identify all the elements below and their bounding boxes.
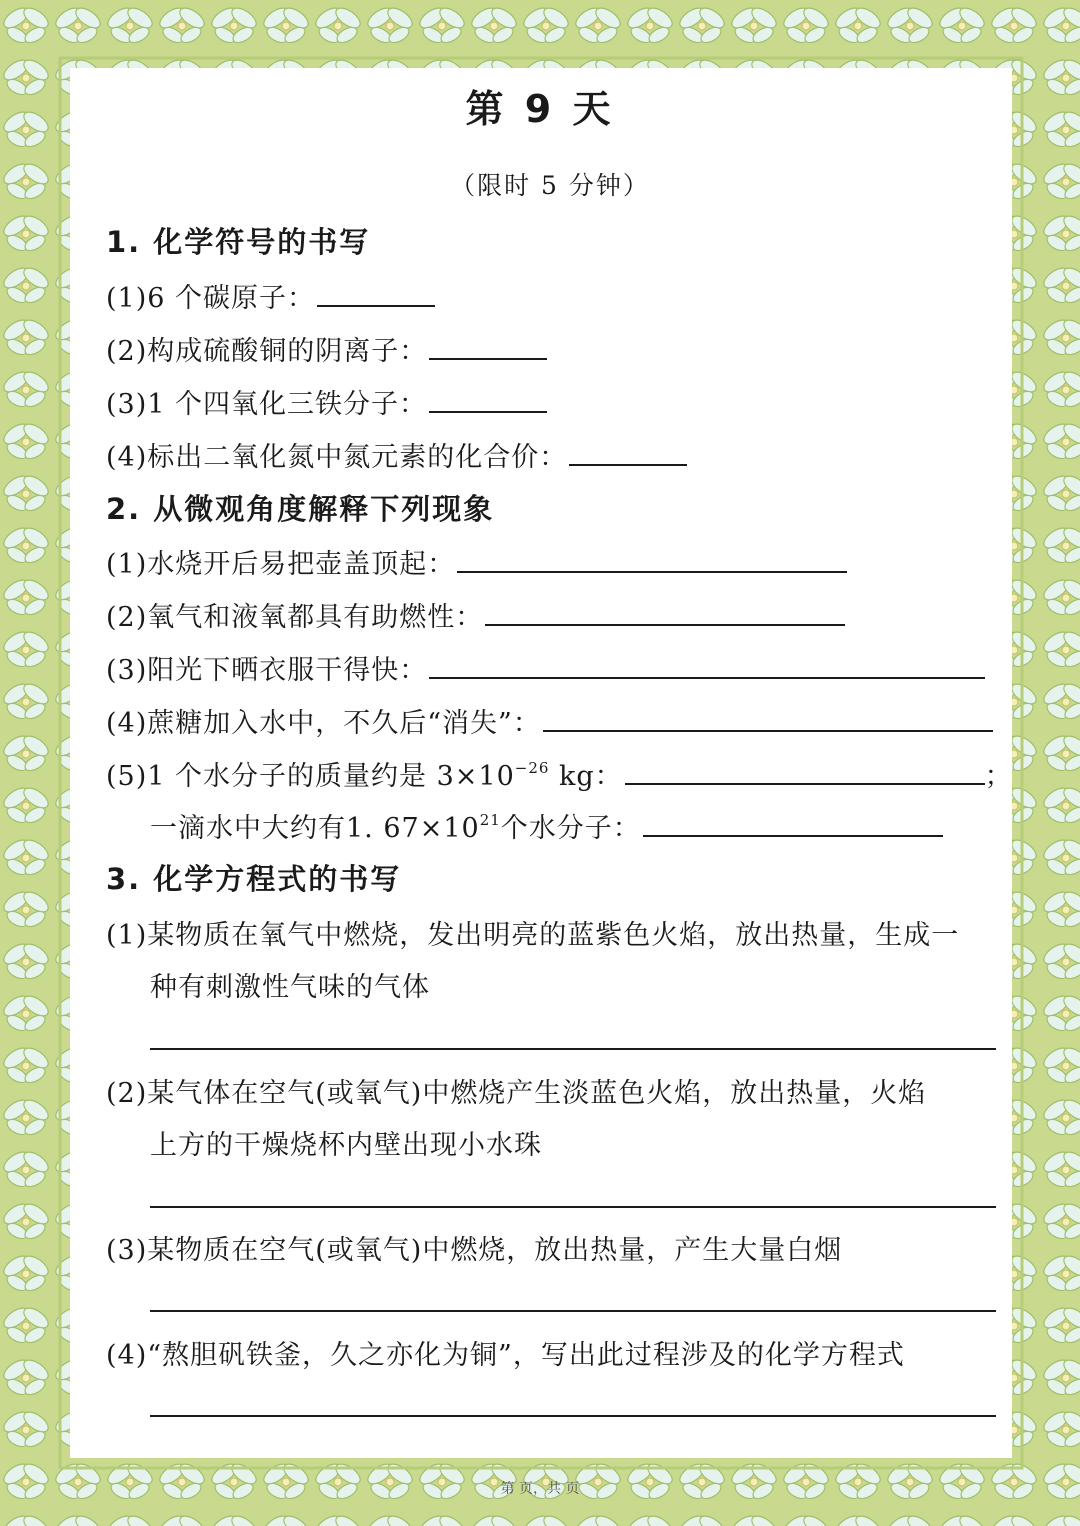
answer-blank[interactable] xyxy=(317,281,435,307)
time-limit: （限时 5 分钟） xyxy=(450,171,650,200)
question-3-1: (1)某物质在氧气中燃烧，发出明亮的蓝紫色火焰，放出热量，生成一 xyxy=(106,920,960,951)
page-footer: 第 页，共 页 xyxy=(500,1481,580,1497)
answer-blank[interactable] xyxy=(485,600,845,626)
page-title: 第 9 天 xyxy=(465,87,615,131)
question-2-4: (4)蔗糖加入水中，不久后“消失”： xyxy=(106,701,993,740)
question-3-4: (4)“熬胆矾铁釜，久之亦化为铜”，写出此过程涉及的化学方程式 xyxy=(106,1340,905,1371)
question-3-3: (3)某物质在空气(或氧气)中燃烧，放出热量，产生大量白烟 xyxy=(106,1235,843,1266)
answer-blank[interactable] xyxy=(457,547,847,573)
question-1-4: (4)标出二氧化氮中氮元素的化合价： xyxy=(106,435,687,474)
question-2-1: (1)水烧开后易把壶盖顶起： xyxy=(106,542,847,581)
answer-blank[interactable] xyxy=(643,811,943,837)
answer-blank[interactable] xyxy=(429,387,547,413)
question-3-2-cont: 上方的干燥烧杯内壁出现小水珠 xyxy=(150,1130,542,1161)
section-3-heading: 3. 化学方程式的书写 xyxy=(106,862,402,896)
answer-blank[interactable] xyxy=(543,706,993,732)
answer-line[interactable] xyxy=(150,1206,996,1208)
question-2-2: (2)氧气和液氧都具有助燃性： xyxy=(106,595,845,634)
answer-blank[interactable] xyxy=(429,653,985,679)
answer-line[interactable] xyxy=(150,1415,996,1417)
answer-blank[interactable] xyxy=(429,334,547,360)
answer-line[interactable] xyxy=(150,1048,996,1050)
question-2-3: (3)阳光下晒衣服干得快： xyxy=(106,648,985,687)
question-1-2: (2)构成硫酸铜的阴离子： xyxy=(106,329,547,368)
answer-line[interactable] xyxy=(150,1310,996,1312)
section-2-heading: 2. 从微观角度解释下列现象 xyxy=(106,492,495,526)
answer-blank[interactable] xyxy=(569,440,687,466)
question-2-5-part-2: 一滴水中大约有1. $67\times 10^{21}$个水分子： xyxy=(150,806,943,845)
question-1-1: (1)6 个碳原子： xyxy=(106,276,435,315)
question-1-3: (3)1 个四氧化三铁分子： xyxy=(106,382,547,421)
question-2-5: (5)1 个水分子的质量约是 $3\times 10^{-26}$ kg： ； xyxy=(106,759,1013,792)
answer-blank[interactable] xyxy=(625,759,985,785)
question-3-2: (2)某气体在空气(或氧气)中燃烧产生淡蓝色火焰，放出热量，火焰 xyxy=(106,1078,927,1109)
section-1-heading: 1. 化学符号的书写 xyxy=(106,225,371,259)
question-3-1-cont: 种有刺激性气味的气体 xyxy=(150,972,430,1003)
